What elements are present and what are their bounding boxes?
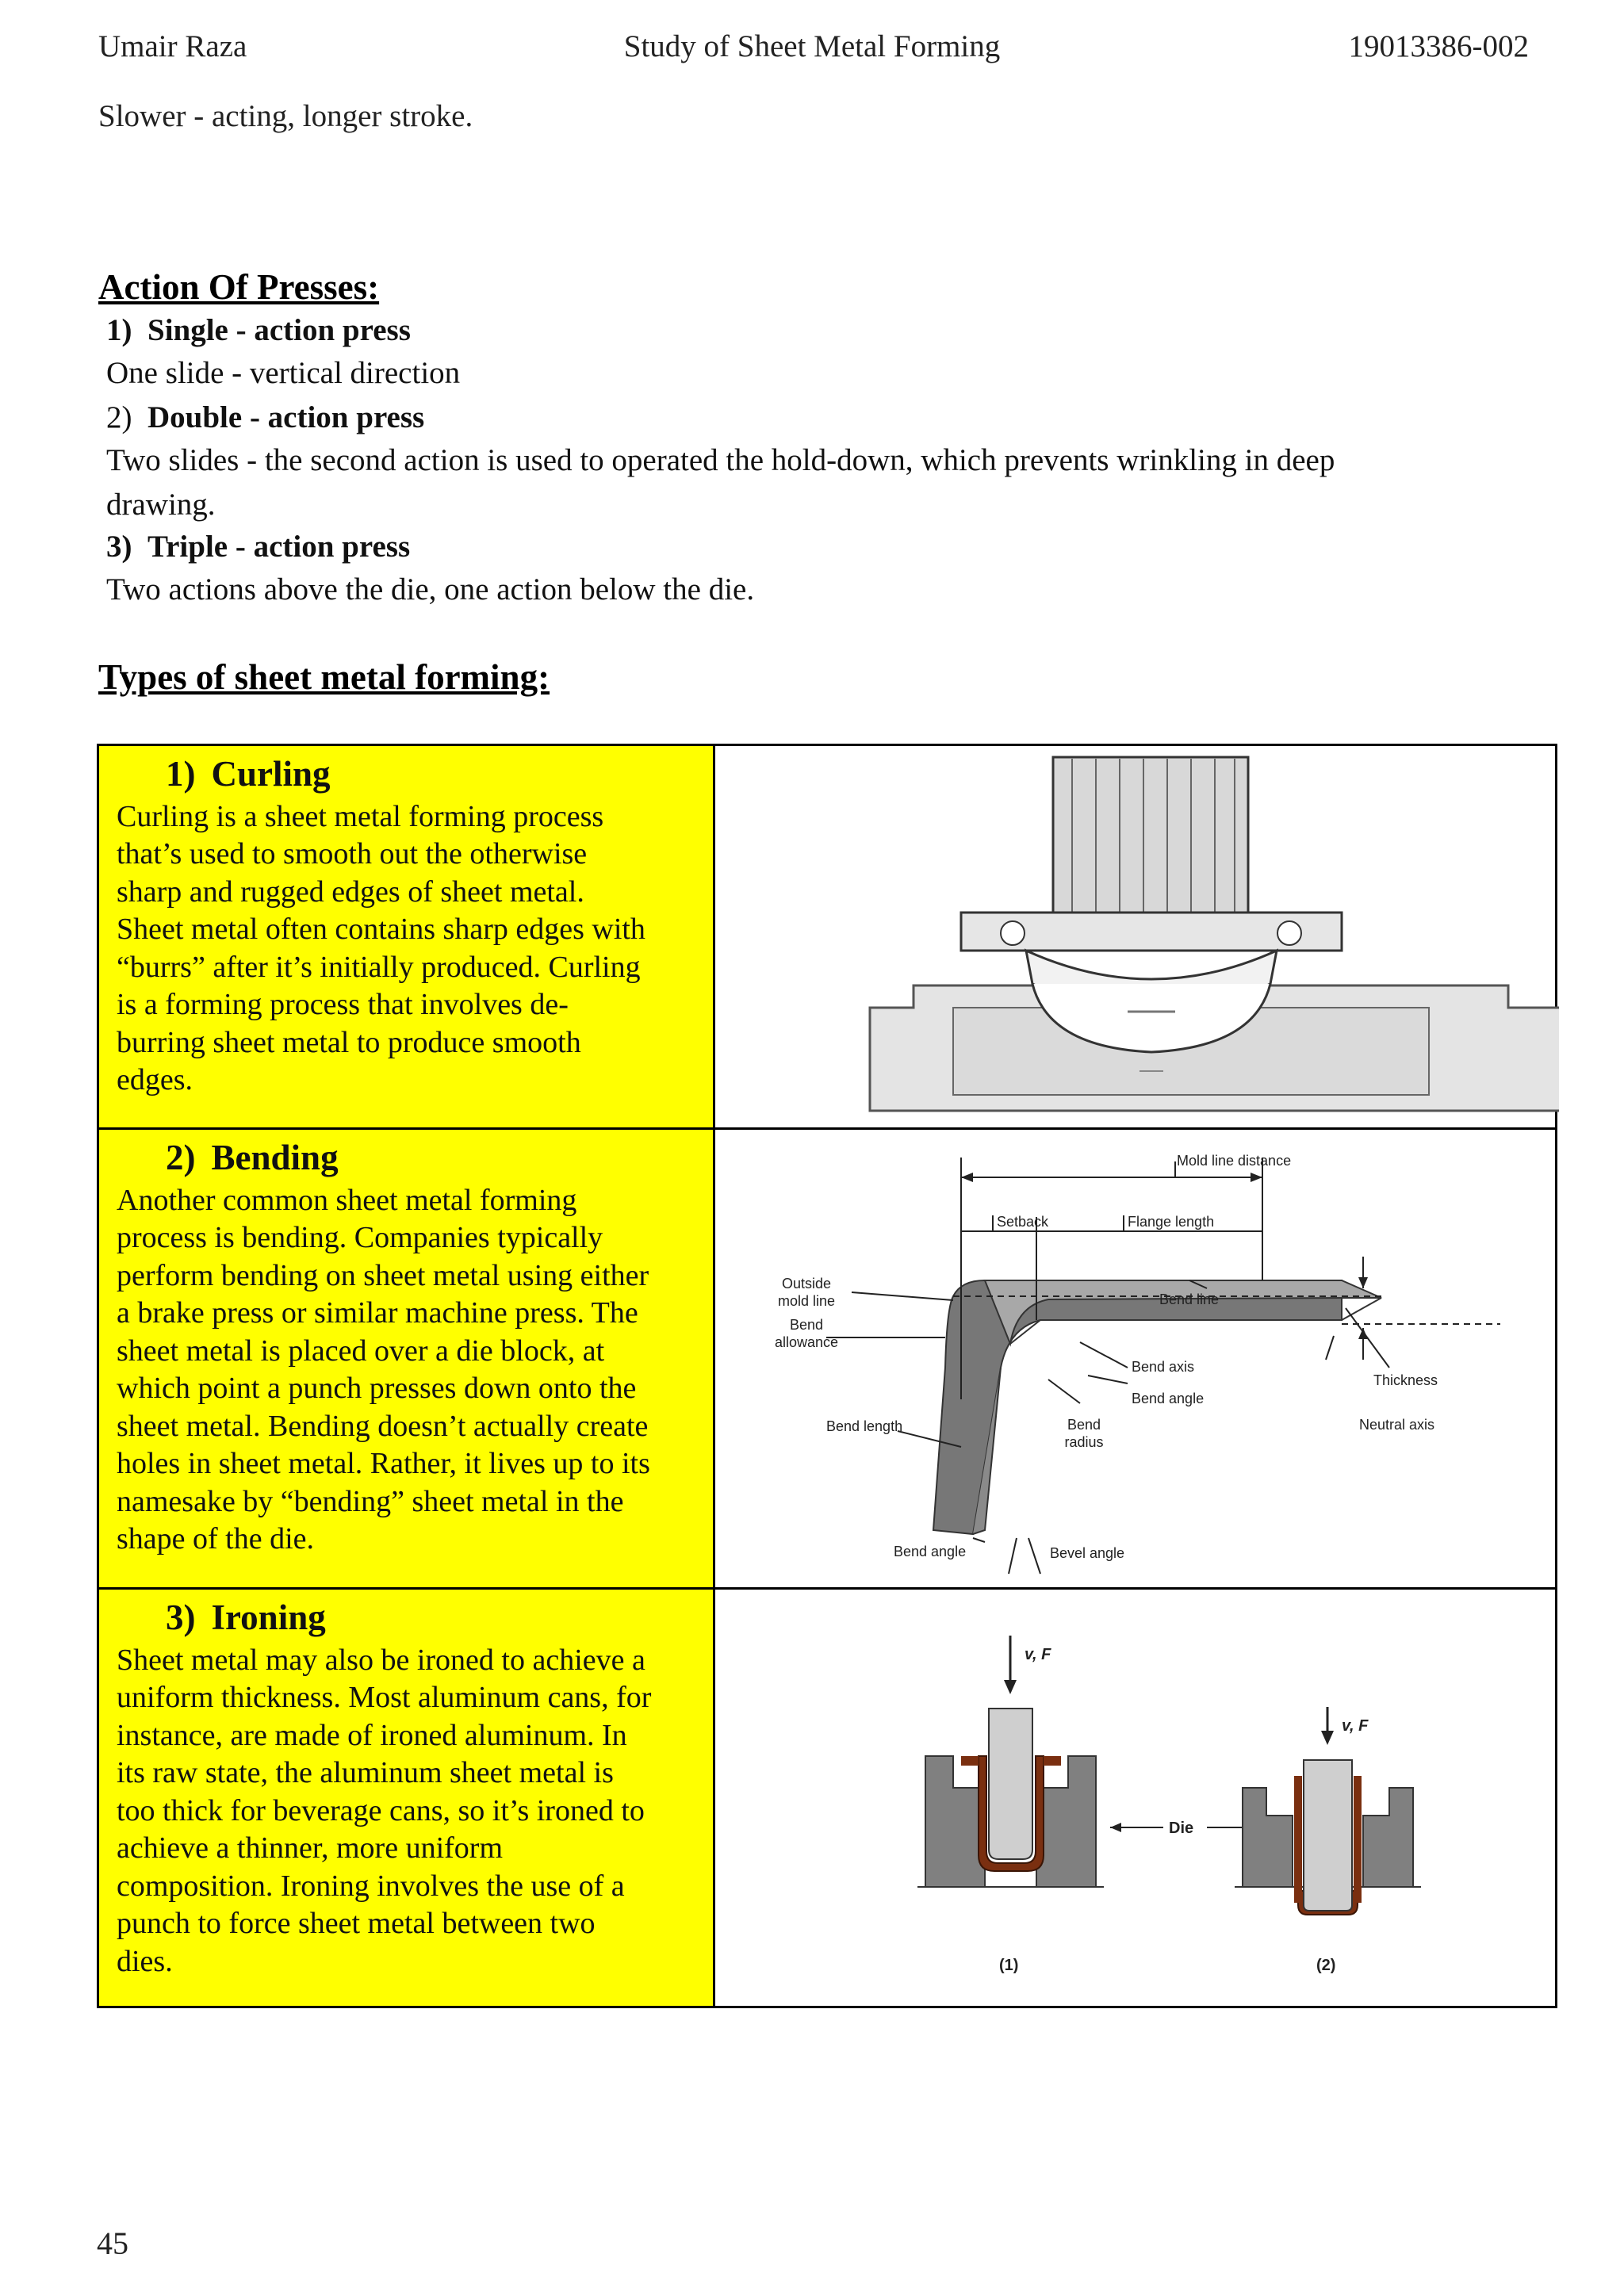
label-outside-mold-line-1: Outside — [781, 1276, 832, 1292]
ironing-line: instance, are made of ironed aluminum. In — [117, 1718, 627, 1752]
label-bend-angle-bottom: Bend angle — [894, 1544, 967, 1559]
bending-line: a brake press or similar machine press. The — [117, 1296, 638, 1330]
label-force-2: v, F — [1342, 1717, 1369, 1735]
curling-text-cell — [98, 745, 714, 1129]
curling-num: 1) — [166, 754, 196, 794]
label-bend-length: Bend length — [826, 1418, 903, 1434]
ironing-text-cell — [98, 1589, 714, 2007]
header-author: Umair Raza — [98, 29, 247, 63]
bending-line: process is bending. Companies typically — [117, 1221, 603, 1255]
table-row-ironing — [98, 1589, 1557, 2007]
label-bend-line: Bend line — [1159, 1292, 1220, 1307]
label-flange-length: Flange length — [1128, 1214, 1215, 1230]
action-item-3-num: 3) — [106, 530, 132, 564]
curling-line: “burrs” after it’s initially produced. Curling — [117, 950, 641, 984]
label-step-2: (2) — [1316, 1957, 1336, 1974]
label-outside-mold-line-2: mold line — [777, 1293, 836, 1309]
bending-line: which point a punch presses down onto the — [117, 1372, 637, 1406]
label-thickness: Thickness — [1373, 1372, 1438, 1388]
action-item-2-title — [106, 400, 424, 435]
label-bevel-angle: Bevel angle — [1050, 1545, 1125, 1561]
action-item-1-label: Single - action press — [147, 313, 411, 347]
label-bend-angle: Bend angle — [1132, 1391, 1205, 1406]
ironing-line: dies. — [117, 1944, 173, 1978]
bending-line: namesake by “bending” sheet metal in the — [117, 1484, 624, 1518]
types-heading: Types of sheet metal forming: — [98, 657, 550, 697]
header-id: 19013386-002 — [1348, 29, 1529, 63]
ironing-title — [166, 1598, 713, 1639]
action-item-3-desc: Two actions above the die, one action below the die. — [106, 572, 755, 607]
curling-line: is a forming process that involves de- — [117, 988, 569, 1022]
ironing-stage-1 — [917, 1636, 1104, 1974]
label-die: Die — [1169, 1820, 1194, 1837]
ironing-line: achieve a thinner, more uniform — [117, 1831, 504, 1866]
ironing-die-callout — [1110, 1820, 1254, 1837]
label-bend-allowance-1: Bend — [789, 1317, 824, 1333]
action-item-2-num: 2) — [106, 400, 132, 434]
action-item-1-title — [106, 312, 411, 348]
label-mold-line-distance: Mold line distance — [1177, 1153, 1292, 1169]
label-bend-allowance-2: allowance — [774, 1334, 839, 1350]
label-step-1: (1) — [999, 1957, 1019, 1974]
page-number: 45 — [97, 2225, 128, 2261]
ironing-line: too thick for beverage cans, so it’s ironed to — [117, 1793, 645, 1827]
label-force-1: v, F — [1025, 1646, 1051, 1663]
bending-num: 2) — [166, 1138, 196, 1177]
action-item-2-desc-2: drawing. — [106, 488, 216, 522]
bending-diagram — [715, 1130, 1559, 1586]
curling-line: Curling is a sheet metal forming process — [117, 799, 604, 833]
intro-line: Slower - acting, longer stroke. — [98, 99, 473, 133]
table-row-curling — [98, 745, 1557, 1129]
curling-line: burring sheet metal to produce smooth — [117, 1025, 581, 1059]
bending-label: Bending — [211, 1138, 339, 1177]
curling-label: Curling — [211, 754, 331, 794]
ironing-num: 3) — [166, 1598, 196, 1637]
bending-line: perform bending on sheet metal using either — [117, 1258, 649, 1292]
action-item-1-desc: One slide - vertical direction — [106, 356, 461, 390]
ironing-image-cell — [714, 1589, 1557, 2007]
bending-text-cell — [98, 1129, 714, 1589]
curling-title — [166, 754, 713, 795]
bending-line: shape of the die. — [117, 1522, 315, 1556]
ironing-line: uniform thickness. Most aluminum cans, for — [117, 1681, 652, 1715]
ironing-line: punch to force sheet metal between two — [117, 1907, 596, 1941]
bending-image-cell — [714, 1129, 1557, 1589]
bending-line: sheet metal is placed over a die block, at — [117, 1334, 605, 1368]
label-setback: Setback — [997, 1214, 1049, 1230]
label-bend-radius-1: Bend — [1067, 1417, 1101, 1433]
action-item-2-desc-1: Two slides - the second action is used to operated the hold-down, which prevents wrinkling in deep — [106, 443, 1335, 477]
action-item-1-num: 1) — [106, 313, 132, 347]
bending-line: holes in sheet metal. Rather, it lives up to its — [117, 1447, 650, 1481]
curling-line: that’s used to smooth out the otherwise — [117, 837, 588, 871]
bending-line: Another common sheet metal forming — [117, 1183, 577, 1217]
types-table — [97, 744, 1557, 2008]
curling-image-cell — [714, 745, 1557, 1129]
curling-illustration — [715, 746, 1559, 1127]
curling-line: edges. — [117, 1063, 193, 1097]
header-title: Study of Sheet Metal Forming — [623, 29, 1001, 63]
bending-body — [117, 1182, 694, 1559]
curling-line: sharp and rugged edges of sheet metal. — [117, 874, 584, 909]
ironing-line: its raw state, the aluminum sheet metal is — [117, 1756, 614, 1790]
action-heading: Action Of Presses: — [98, 267, 380, 307]
ironing-line: composition. Ironing involves the use of a — [117, 1869, 625, 1903]
curling-body — [117, 798, 694, 1100]
ironing-diagram — [715, 1590, 1559, 2005]
action-item-2-label: Double - action press — [147, 400, 425, 434]
bending-title — [166, 1138, 713, 1179]
table-row-bending — [98, 1129, 1557, 1589]
label-neutral-axis: Neutral axis — [1359, 1417, 1435, 1433]
ironing-line: Sheet metal may also be ironed to achieve a — [117, 1643, 645, 1677]
label-bend-radius-2: radius — [1064, 1434, 1104, 1450]
action-item-3-label: Triple - action press — [147, 530, 411, 564]
ironing-body — [117, 1642, 694, 1981]
curling-line: Sheet metal often contains sharp edges with — [117, 913, 645, 947]
ironing-label: Ironing — [211, 1598, 326, 1637]
action-item-3-title — [106, 529, 410, 564]
ironing-stage-2 — [1235, 1707, 1421, 1974]
label-bend-axis: Bend axis — [1132, 1359, 1195, 1375]
bending-line: sheet metal. Bending doesn’t actually create — [117, 1409, 649, 1443]
